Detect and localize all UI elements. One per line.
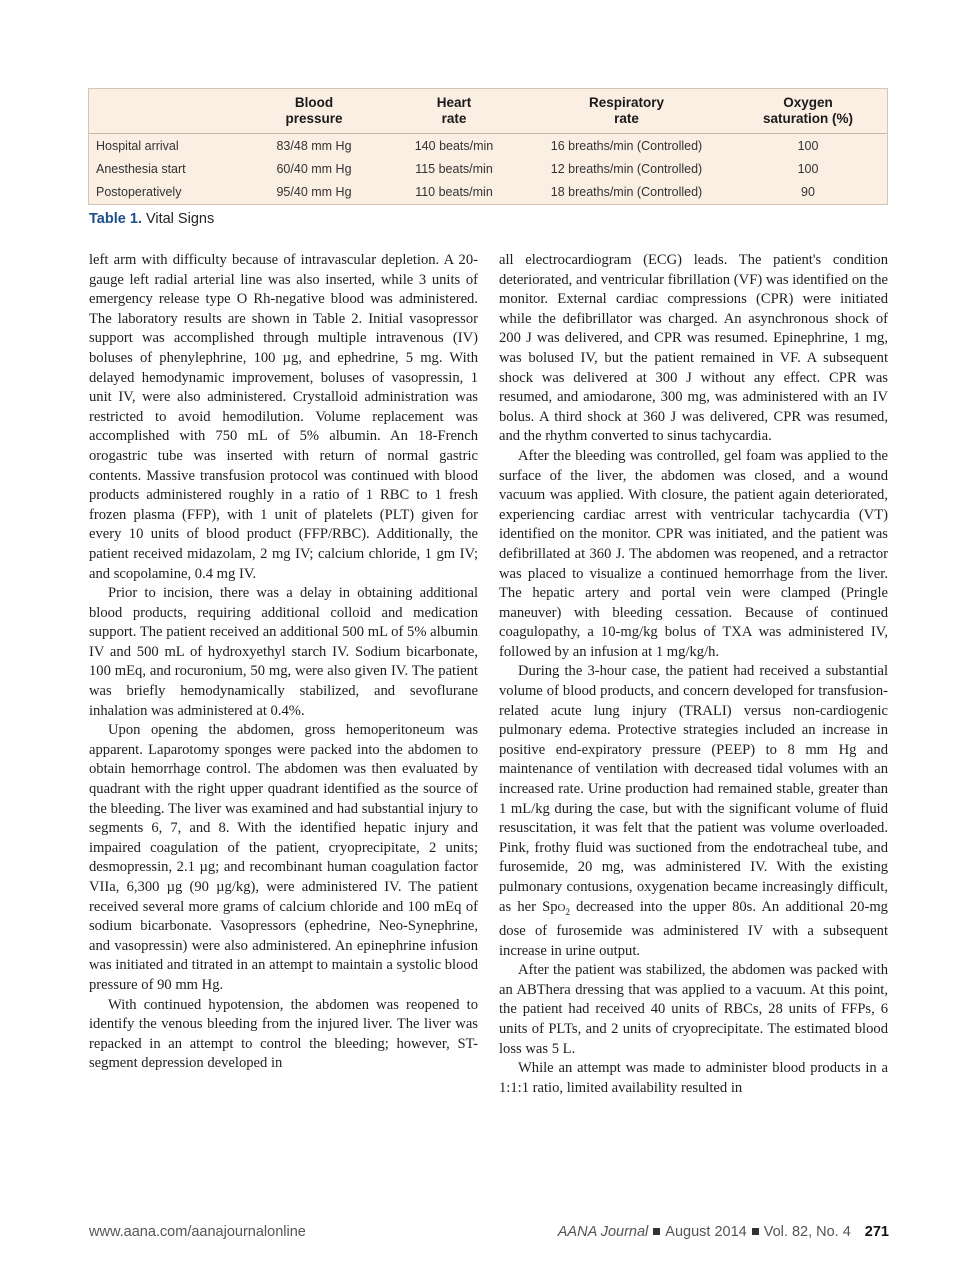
body-paragraph: Prior to incision, there was a delay in obtaining additional blood products, requiring additional colloid and medication support. The patient received an additional 500 mL of 5% albumin IV and 500 mL of hydroxyethyl starch IV. Sodium bicarbonate, 100 mEq, and rocuronium, 50 mg, were also given IV. The patient was briefly hemodynamically stabilized, and sevoflurane inhalation was administered at 0.4%. bbox=[89, 585, 478, 719]
body-paragraph: After the bleeding was controlled, gel foam was applied to the surface of the liver, the abdomen was closed, and a wound vacuum was applied. With closure, the patient again deteriorated, experiencing cardiac arrest with ventricular tachycardia (VT) identified on the monitor. CPR was initiated, and the patient was defibrillated at 360 J. The abdomen was reopened, and a retractor was placed to visualize a continued hemorrhage from the liver. The hepatic artery and portal vein were clamped (Pringle maneuver) with bleeding cessation. Because of continued coagulopathy, a 10-mg/kg bolus of TXA was administered IV, followed by an infusion at 1 mg/kg/h. bbox=[499, 447, 888, 660]
cell-respiratory-rate: 16 breaths/min (Controlled) bbox=[550, 138, 703, 153]
table-row bbox=[89, 180, 887, 203]
table-row bbox=[89, 134, 887, 158]
cell-respiratory-rate: 12 breaths/min (Controlled) bbox=[550, 161, 703, 176]
journal-citation bbox=[558, 1224, 889, 1240]
row-label: Postoperatively bbox=[96, 184, 182, 199]
cell-heart-rate: 140 beats/min bbox=[414, 138, 494, 153]
journal-url[interactable]: www.aana.com/aanajournalonline bbox=[89, 1224, 306, 1240]
row-label: Anesthesia start bbox=[96, 161, 186, 176]
header-blood-pressure: Blood pressure bbox=[244, 89, 384, 134]
cell-respiratory-rate: 18 breaths/min (Controlled) bbox=[550, 184, 703, 199]
body-paragraph: Upon opening the abdomen, gross hemoperitoneum was apparent. Laparotomy sponges were packed into the abdomen to obtain hemorrhage control. The abdomen was then evaluated by quadrant with the right upper quadrant identified as the source of the bleeding. The liver was examined and had substantial injury to segments 6, 7, and 8. With the identified hepatic injury and impaired coagulation of the patient, cryoprecipitate, 2 units; desmopressin, 2.1 µg; and recombinant human coagulation factor VIIa, 6,300 µg (90 µg/kg), were administered IV. The patient received several more grams of calcium chloride and 100 mEq of sodium bicarbonate. Vasopressors (ephedrine, Neo-Synephrine, and vasopressin) were also administered. An epinephrine infusion was initiated and titrated in an attempt to maintain a systolic blood pressure of 90 mm Hg. bbox=[89, 722, 478, 993]
vital-signs-table-box bbox=[88, 88, 888, 205]
journal-name: AANA Journal bbox=[557, 1224, 649, 1240]
volume-number: Vol. 82, No. 4 bbox=[763, 1224, 851, 1240]
body-paragraph: With continued hypotension, the abdomen was reopened to identify the venous bleeding from the injured liver. The liver was repacked in an attempt to control the bleeding; however, ST-segment depression developed in bbox=[89, 996, 478, 1072]
table-caption-label: Table 1. bbox=[89, 211, 142, 227]
header-heart-rate: Heart rate bbox=[384, 89, 524, 134]
page-footer bbox=[89, 1224, 889, 1242]
body-paragraph: After the patient was stabilized, the abdomen was packed with an ABThera dressing that was applied to a vacuum. At this point, the patient had received 40 units of RBCs, 28 units of FFPs, 6 units of PLTs, and 2 units of cryoprecipitate. The estimated blood loss was 5 L. bbox=[499, 962, 888, 1057]
page-number: 271 bbox=[864, 1224, 889, 1240]
table-header-row bbox=[89, 89, 887, 134]
cell-oxygen-saturation: 100 bbox=[797, 138, 819, 153]
header-respiratory-rate: Respiratory rate bbox=[524, 89, 729, 134]
table-row bbox=[89, 157, 887, 180]
left-text-column bbox=[89, 251, 478, 1074]
cell-oxygen-saturation: 100 bbox=[797, 161, 819, 176]
square-bullet-icon bbox=[752, 1228, 759, 1235]
header-oxygen-saturation: Oxygen saturation (%) bbox=[729, 89, 887, 134]
cell-blood-pressure: 60/40 mm Hg bbox=[276, 161, 352, 176]
table-caption-text: Vital Signs bbox=[145, 211, 215, 227]
issue-date: August 2014 bbox=[665, 1224, 747, 1240]
square-bullet-icon bbox=[653, 1228, 660, 1235]
cell-blood-pressure: 95/40 mm Hg bbox=[276, 184, 352, 199]
vital-signs-table bbox=[89, 89, 887, 203]
table-caption bbox=[89, 211, 214, 227]
header-empty bbox=[89, 89, 244, 134]
cell-heart-rate: 110 beats/min bbox=[415, 184, 493, 199]
body-paragraph: While an attempt was made to administer blood products in a 1:1:1 ratio, limited availability resulted in bbox=[499, 1060, 888, 1096]
cell-oxygen-saturation: 90 bbox=[801, 184, 815, 199]
cell-heart-rate: 115 beats/min bbox=[415, 161, 493, 176]
body-paragraph: all electrocardiogram (ECG) leads. The patient's condition deteriorated, and ventricular fibrillation (VF) was identified on the monitor. External cardiac compressions (CPR) were initiated while the defibrillator was charged. An asynchronous shock of 200 J was delivered, and CPR was resumed. Epinephrine, 1 mg, was bolused IV, but the patient remained in VF. A subsequent shock was delivered at 300 J without any effect. CPR was resumed, and amiodarone, 300 mg, was administered with an IV bolus. A third shock at 360 J was delivered, CPR was resumed, and the rhythm converted to sinus tachycardia. bbox=[499, 252, 888, 445]
body-paragraph-spo2: During the 3-hour case, the patient had received a substantial volume of blood products, and concern developed for transfusion-related acute lung injury (TRALI) versus non-cardiogenic pulmonary edema. Protective strategies included an increase in positive end-expiratory pressure (PEEP) to 8 mm Hg and maintenance of ventilation with decreased tidal volumes with an increased rate. Urine production had remained stable, greater than 1 mL/kg during the case, but with the significant volume of fluid resuscitation, it was felt that the patient was volume overloaded. Pink, frothy fluid was suctioned from the endotracheal tube, and furosemide, 20 mg, was administered IV. With the existing pulmonary contusions, oxygenation became increasingly difficult, as her SpO$_2$ decreased into the upper 80s. An additional 20-mg dose of furosemide was administered IV with a subsequent increase in urine output. bbox=[499, 663, 888, 959]
cell-blood-pressure: 83/48 mm Hg bbox=[276, 138, 352, 153]
right-text-column bbox=[499, 251, 888, 1098]
body-paragraph: left arm with difficulty because of intravascular depletion. A 20-gauge left radial arterial line was also inserted, while 3 units of emergency release type O Rh-negative blood was administered. The laboratory results are shown in Table 2. Initial vasopressor support was accomplished through multiple intravenous (IV) boluses of phenylephrine, 100 µg, and ephedrine, 5 mg. With delayed hemodynamic improvement, boluses of vasopressin, 1 unit IV, were also administered. Crystalloid administration was restricted to avoid hemodilution. Volume replacement was accomplished with 750 mL of 5% albumin. An 18-French orogastric tube was inserted with return of normal gastric contents. Massive transfusion protocol was continued with blood products administered roughly in a ratio of 1 RBC to 1 fresh frozen plasma (FFP), with 1 unit of platelets (PLT) given for every 10 units of blood product (FFP/RBC). Additionally, the patient received midazolam, 2 mg IV; calcium chloride, 1 gm IV; and scopolamine, 0.4 mg IV. bbox=[89, 252, 478, 582]
row-label: Hospital arrival bbox=[96, 138, 179, 153]
